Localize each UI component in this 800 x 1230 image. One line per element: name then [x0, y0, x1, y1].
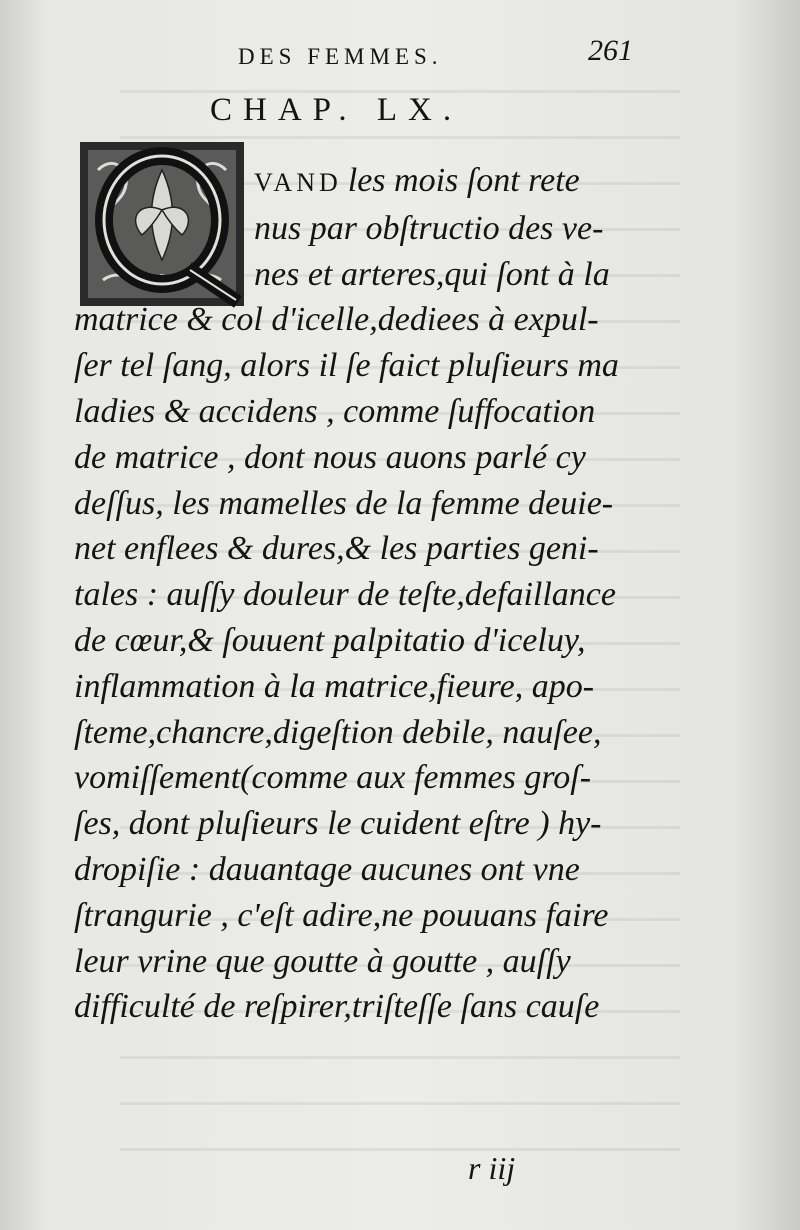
- text-line: nes et arteres,qui ſont à la: [254, 255, 610, 293]
- chapter-title: CHAP. LX.: [210, 92, 463, 128]
- text-line: nus par obſtructio des ve-: [254, 209, 604, 247]
- text-line: de cœur,& ſouuent palpitatio d'iceluy,: [74, 621, 586, 659]
- text-line: ſtrangurie , c'eſt adire,ne pouuans faire: [74, 896, 609, 934]
- page-number: 261: [588, 34, 633, 67]
- signature-mark: r iij: [468, 1150, 516, 1186]
- text-line-content: les mois ſont rete: [347, 162, 580, 199]
- text-line: deſſus, les mamelles de la femme deuie-: [74, 484, 614, 522]
- body-text: [74, 158, 660, 1030]
- text-line: vomiſſement(comme aux femmes groſ-: [74, 759, 592, 797]
- text-line: ſes, dont pluſieurs le cuident eſtre ) hy-: [74, 805, 602, 843]
- small-caps-opening: VAND: [254, 168, 342, 197]
- text-line: leur vrine que goutte à goutte , auſſy: [74, 942, 571, 980]
- text-line: matrice & col d'icelle,dediees à expul-: [74, 301, 599, 339]
- text-line: de matrice , dont nous auons parlé cy: [74, 438, 586, 476]
- text-line: ſer tel ſang, alors il ſe faict pluſieurs ma: [74, 347, 619, 385]
- running-title: DES FEMMES.: [238, 44, 443, 69]
- text-line: inflammation à la matrice,fieure, apo-: [74, 667, 595, 705]
- text-line: ladies & accidens , comme ſuffocation: [74, 392, 596, 430]
- text-line: net enflees & dures,& les parties geni-: [74, 530, 599, 568]
- text-line: difficulté de reſpirer,triſteſſe ſans cauſe: [74, 988, 600, 1026]
- text-line: dropiſie : dauantage aucunes ont vne: [74, 850, 580, 888]
- text-line: tales : auſſy douleur de teſte,defaillance: [74, 576, 616, 614]
- text-line: [74, 158, 660, 206]
- text-line: ſteme,chancre,digeſtion debile, nauſee,: [74, 713, 602, 751]
